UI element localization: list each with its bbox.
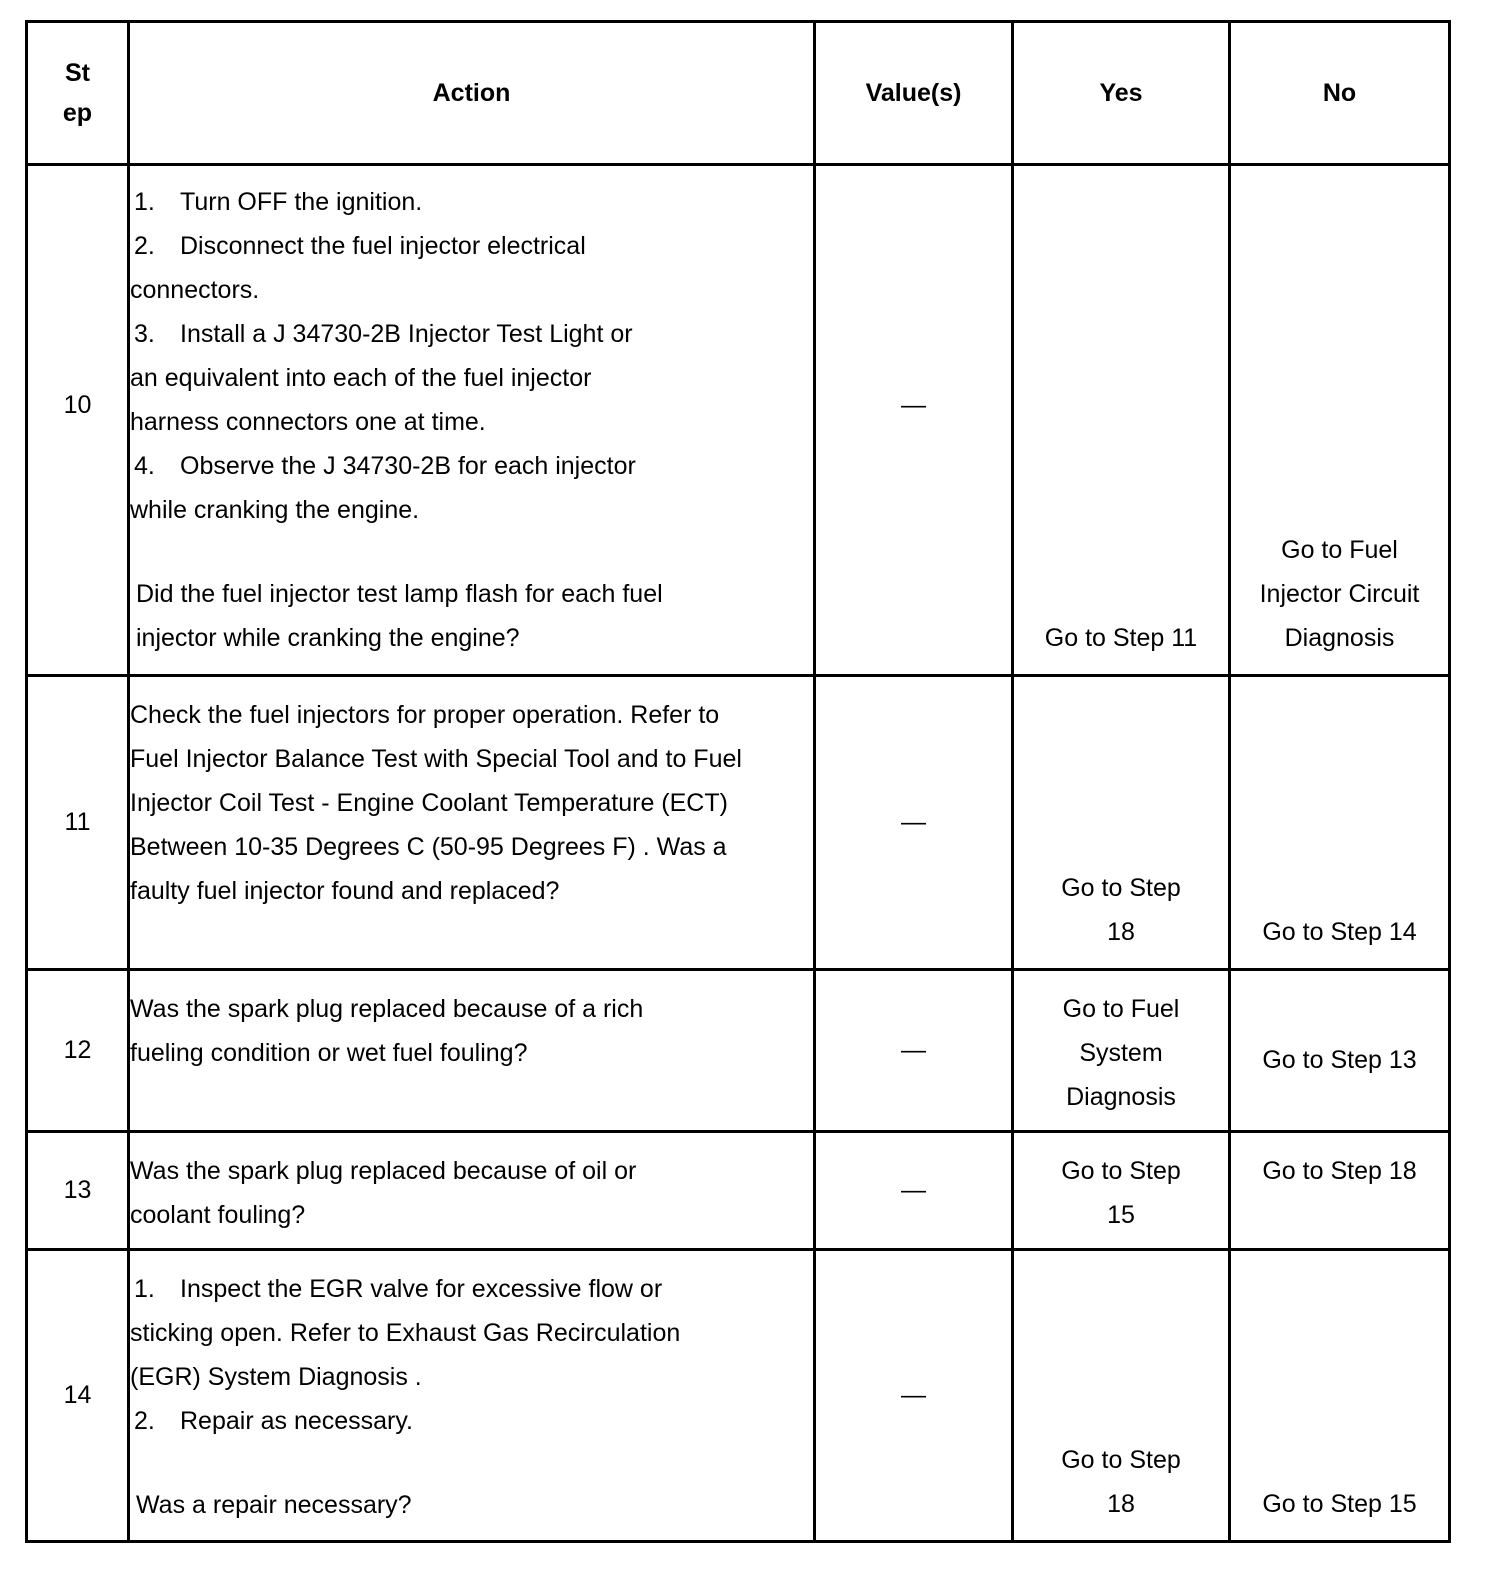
item-number: 2. — [134, 1407, 155, 1435]
item-number: 3. — [134, 320, 155, 348]
header-row — [27, 22, 1450, 165]
header-no: No — [1230, 22, 1450, 165]
action-cell: Check the fuel injectors for proper operation. Refer to Fuel Injector Balance Test with Special Tool and to Fuel Injector Coil Test - Engine Coolant Temperature (ECT) Between 10-35 Degrees C (50-95 Degrees F) . Was a faulty fuel injector found and replaced? — [129, 676, 815, 970]
table-row — [27, 676, 1450, 970]
item-number: 4. — [134, 452, 155, 480]
no-cell: Go to Step 18 — [1230, 1132, 1450, 1250]
step-number: 13 — [27, 1132, 129, 1250]
action-cell: Was the spark plug replaced because of oil or coolant fouling? — [129, 1132, 815, 1250]
table-row — [27, 165, 1450, 676]
yes-cell: Go to Step 18 — [1013, 676, 1230, 970]
item-number: 2. — [134, 232, 155, 260]
value-cell: — — [815, 165, 1013, 676]
action-question: Was a repair necessary? — [136, 1491, 412, 1519]
action-item: Repair as necessary. — [180, 1407, 413, 1435]
diagnostic-table — [25, 20, 1451, 1543]
value-cell: — — [815, 970, 1013, 1132]
item-number: 1. — [134, 188, 155, 216]
yes-cell: Go to Step 15 — [1013, 1132, 1230, 1250]
action-item-cont: (EGR) System Diagnosis . — [130, 1363, 422, 1391]
header-values: Value(s) — [815, 22, 1013, 165]
value-cell: — — [815, 1132, 1013, 1250]
step-number: 10 — [27, 165, 129, 676]
action-item: Install a J 34730-2B Injector Test Light or — [180, 320, 633, 348]
table-row — [27, 970, 1450, 1132]
no-cell: Go to Step 13 — [1230, 970, 1450, 1132]
header-yes: Yes — [1013, 22, 1230, 165]
no-cell: Go to Step 15 — [1230, 1250, 1450, 1542]
action-item-cont: an equivalent into each of the fuel injector — [130, 364, 592, 392]
item-number: 1. — [134, 1275, 155, 1303]
yes-cell: Go to Step 18 — [1013, 1250, 1230, 1542]
action-cell — [129, 1250, 815, 1542]
yes-cell: Go to Step 11 — [1013, 165, 1230, 676]
value-cell: — — [815, 1250, 1013, 1542]
action-item: Observe the J 34730-2B for each injector — [180, 452, 636, 480]
value-cell: — — [815, 676, 1013, 970]
no-cell: Go to Fuel Injector Circuit Diagnosis — [1230, 165, 1450, 676]
action-cell: Was the spark plug replaced because of a rich fueling condition or wet fuel fouling? — [129, 970, 815, 1132]
action-item: Turn OFF the ignition. — [180, 188, 423, 216]
action-item-cont: connectors. — [130, 276, 260, 304]
action-item-cont: sticking open. Refer to Exhaust Gas Recirculation — [130, 1319, 681, 1347]
action-item: Inspect the EGR valve for excessive flow or — [180, 1275, 663, 1303]
action-item-cont: harness connectors one at time. — [130, 408, 486, 436]
step-number: 14 — [27, 1250, 129, 1542]
action-question: Did the fuel injector test lamp flash for each fuel injector while cranking the engine? — [136, 580, 663, 652]
action-item-cont: while cranking the engine. — [130, 496, 420, 524]
no-cell: Go to Step 14 — [1230, 676, 1450, 970]
header-step: St ep — [27, 22, 129, 165]
table-row — [27, 1250, 1450, 1542]
table-row — [27, 1132, 1450, 1250]
yes-cell: Go to Fuel System Diagnosis — [1013, 970, 1230, 1132]
step-number: 11 — [27, 676, 129, 970]
action-cell — [129, 165, 815, 676]
step-number: 12 — [27, 970, 129, 1132]
header-action: Action — [129, 22, 815, 165]
action-item: Disconnect the fuel injector electrical — [180, 232, 586, 260]
